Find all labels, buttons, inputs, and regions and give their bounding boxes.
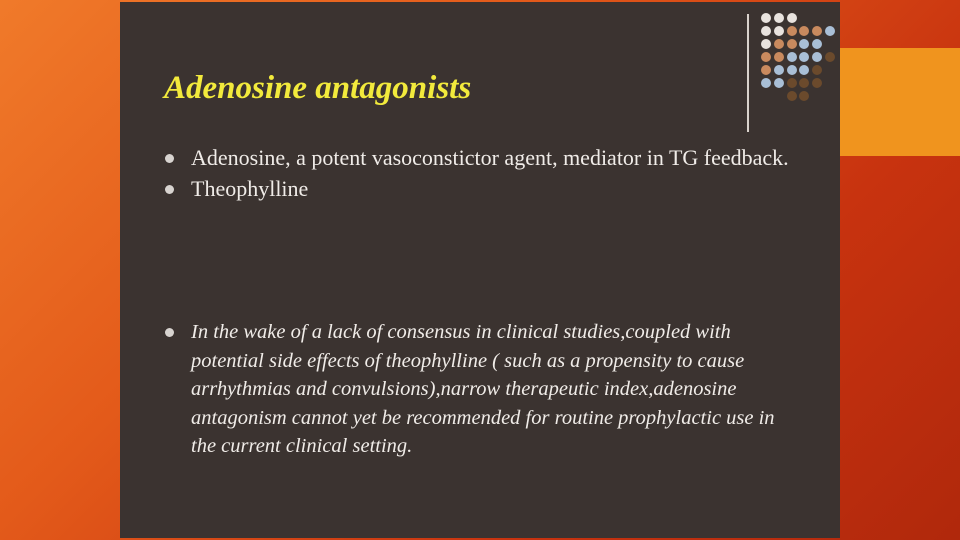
- decorative-dot: [761, 39, 771, 49]
- slide-panel: [120, 2, 840, 538]
- decorative-dot: [799, 52, 809, 62]
- decorative-dot: [761, 26, 771, 36]
- decorative-dot: [825, 52, 835, 62]
- decorative-dot: [799, 39, 809, 49]
- decorative-dot: [761, 65, 771, 75]
- decorative-dot: [761, 52, 771, 62]
- decorative-dot: [812, 26, 822, 36]
- decorative-dot: [787, 65, 797, 75]
- bullet-text: In the wake of a lack of consensus in clinical studies,coupled with potential side effects of theophylline ( such as a propensity to cause arrhythmias and convulsions),narrow therapeutic index,adenosine antagonism cannot yet be recommended for routine prophylactic use in the current clinical setting.: [191, 321, 775, 457]
- bullet-item: [164, 318, 794, 461]
- decorative-dot: [787, 26, 797, 36]
- decorative-dot: [825, 65, 835, 75]
- decorative-dot: [761, 78, 771, 88]
- bullet-dot-icon: [165, 328, 174, 337]
- decorative-dot: [799, 26, 809, 36]
- decorative-dot: [774, 65, 784, 75]
- decorative-dot: [787, 13, 797, 23]
- decorative-dot: [787, 39, 797, 49]
- decorative-dot: [761, 13, 771, 23]
- bullet-text: Theophylline: [191, 176, 309, 201]
- decorative-dot: [799, 13, 809, 23]
- decorative-dot: [799, 78, 809, 88]
- bullet-item: [164, 175, 794, 202]
- decorative-dot: [799, 65, 809, 75]
- decorative-dot: [774, 13, 784, 23]
- decorative-dot: [812, 78, 822, 88]
- decorative-dot: [774, 91, 784, 101]
- decorative-dot: [787, 78, 797, 88]
- bullet-dot-icon: [165, 154, 174, 163]
- decorative-dot: [812, 91, 822, 101]
- decorative-dot: [825, 26, 835, 36]
- bullet-text: Adenosine, a potent vasoconstictor agent, mediator in TG feedback.: [191, 145, 789, 170]
- vertical-divider: [747, 14, 749, 132]
- decorative-dot: [761, 91, 771, 101]
- decorative-dot: [825, 39, 835, 49]
- decorative-dot: [774, 52, 784, 62]
- decorative-dot: [825, 78, 835, 88]
- bullet-list: [164, 144, 794, 461]
- decorative-dot: [812, 39, 822, 49]
- decorative-dot: [812, 13, 822, 23]
- decorative-dot: [774, 26, 784, 36]
- decorative-dot: [812, 52, 822, 62]
- decorative-dot: [787, 52, 797, 62]
- slide-title: Adenosine antagonists: [164, 70, 472, 106]
- dot-grid-decoration: [761, 13, 835, 101]
- bullet-item: [164, 144, 794, 171]
- orange-accent-box: [838, 48, 960, 156]
- decorative-dot: [825, 13, 835, 23]
- decorative-dot: [812, 65, 822, 75]
- bullet-dot-icon: [165, 185, 174, 194]
- decorative-dot: [774, 39, 784, 49]
- decorative-dot: [825, 91, 835, 101]
- decorative-dot: [799, 91, 809, 101]
- decorative-dot: [774, 78, 784, 88]
- decorative-dot: [787, 91, 797, 101]
